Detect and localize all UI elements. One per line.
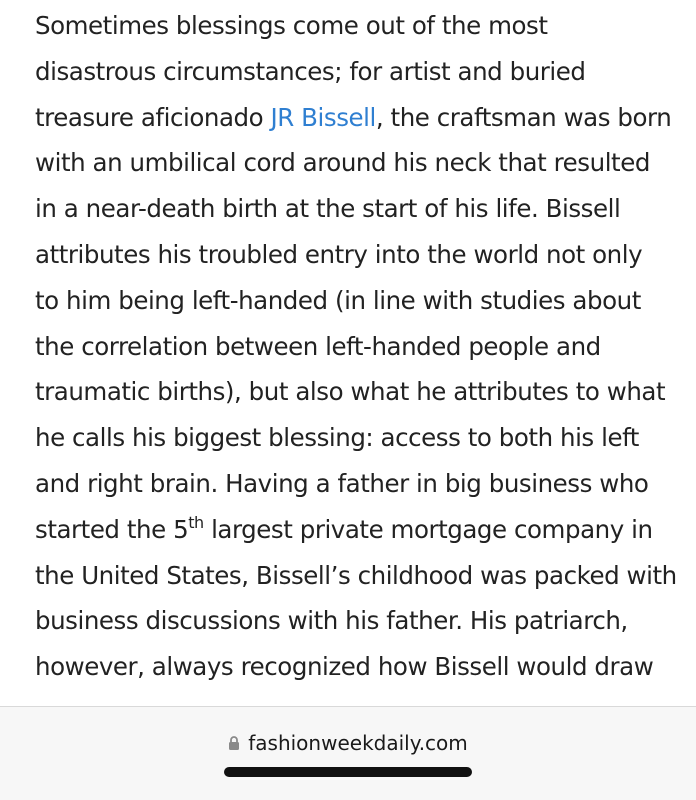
text-line: disastrous circumstances; for artist and buried — [35, 56, 586, 86]
url-text: fashionweekdaily.com — [248, 731, 468, 755]
jr-bissell-link[interactable]: JR Bissell — [270, 102, 376, 132]
text-line: Sometimes blessings come out of the most — [35, 11, 548, 40]
text-fragment: largest private mortgage company in — [203, 514, 653, 544]
text-line: traumatic births), but also what he attributes to what — [35, 377, 666, 407]
text-fragment: treasure aficionado — [35, 102, 271, 132]
text-line — [35, 507, 685, 553]
text-fragment: started the 5 — [35, 514, 189, 544]
text-line — [35, 95, 685, 141]
text-fragment: , the craftsman was born — [375, 102, 672, 132]
text-line: business discussions with his father. His patriarch, — [35, 606, 628, 636]
text-line: however, always recognized how Bissell would draw — [35, 652, 654, 682]
text-line: he calls his biggest blessing: access to both his left — [35, 423, 639, 453]
text-line: attributes his troubled entry into the world not only — [35, 239, 643, 269]
text-line: the United States, Bissell’s childhood was packed with — [35, 560, 677, 590]
text-line: to him being left-handed (in line with studies about — [35, 285, 641, 315]
home-indicator[interactable] — [224, 767, 472, 777]
text-line: in a near-death birth at the start of his life. Bissell — [35, 194, 621, 224]
url-display[interactable] — [0, 729, 696, 758]
text-line: and right brain. Having a father in big business who — [35, 468, 649, 498]
text-line: with an umbilical cord around his neck that resulted — [35, 148, 650, 178]
superscript-ordinal: th — [188, 512, 204, 532]
article-body — [35, 0, 685, 690]
lock-icon — [228, 730, 240, 758]
text-line: the correlation between left-handed people and — [35, 331, 601, 361]
browser-address-bar[interactable] — [0, 706, 696, 800]
